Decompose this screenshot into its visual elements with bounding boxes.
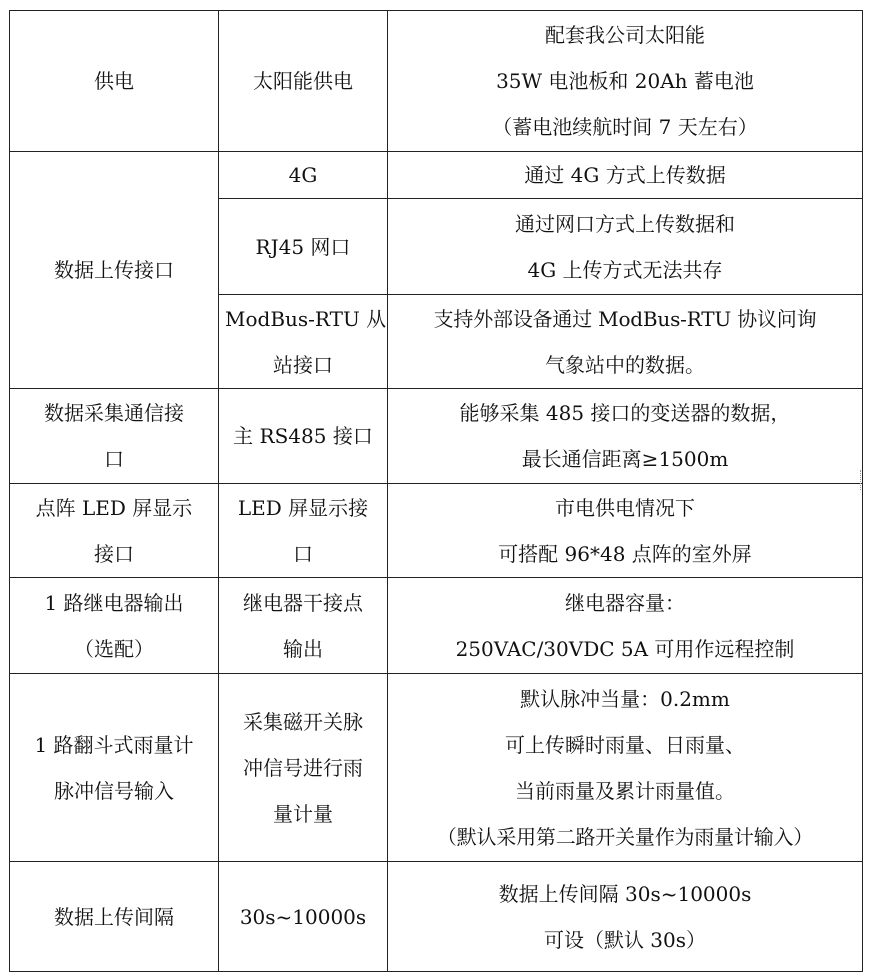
table-row bbox=[10, 11, 863, 152]
item-desc-text: 可搭配 96*48 点阵的室外屏 bbox=[498, 541, 752, 566]
item-desc-cell bbox=[388, 674, 863, 862]
item-name-text: 太阳能供电 bbox=[253, 69, 353, 93]
item-desc-text: 数据上传间隔 30s~10000s bbox=[498, 881, 752, 906]
item-name-text: LED 屏显示接 bbox=[237, 495, 369, 520]
item-name-text: 30s~10000s bbox=[239, 904, 367, 929]
item-desc-text: 配套我公司太阳能 bbox=[545, 23, 705, 47]
item-name-cell bbox=[219, 11, 388, 152]
item-desc-text: 继电器容量： bbox=[565, 590, 685, 615]
item-desc-cell bbox=[388, 11, 863, 152]
item-desc-cell bbox=[388, 295, 863, 389]
spec-table bbox=[9, 10, 863, 972]
item-name-text: RJ45 网口 bbox=[255, 234, 351, 259]
item-name-cell bbox=[219, 152, 388, 199]
item-desc-text: 当前雨量及累计雨量值。 bbox=[515, 778, 735, 803]
category-cell bbox=[10, 578, 219, 674]
item-name-cell bbox=[219, 484, 388, 578]
item-name-text: 继电器干接点 bbox=[243, 590, 363, 615]
item-desc-text: 通过 4G 方式上传数据 bbox=[524, 163, 726, 187]
item-desc-cell bbox=[388, 484, 863, 578]
category-text: 口 bbox=[104, 447, 124, 471]
category-text: 供电 bbox=[94, 69, 134, 93]
item-desc-text: 能够采集 485 接口的变送器的数据， bbox=[459, 401, 791, 425]
page-edge-marker bbox=[860, 470, 871, 490]
item-name-text: 站接口 bbox=[273, 352, 333, 377]
item-name-text: 采集磁开关脉 bbox=[243, 709, 363, 734]
table-row bbox=[10, 389, 863, 484]
item-name-cell bbox=[219, 578, 388, 674]
item-name-cell bbox=[219, 295, 388, 389]
item-name-cell bbox=[219, 674, 388, 862]
item-desc-cell bbox=[388, 152, 863, 199]
table-row bbox=[10, 152, 863, 199]
category-text: 1 路翻斗式雨量计 bbox=[34, 732, 194, 757]
item-desc-text: 市电供电情况下 bbox=[555, 495, 695, 520]
item-desc-text: 默认脉冲当量：0.2mm bbox=[520, 686, 730, 711]
item-desc-text: 可上传瞬时雨量、日雨量、 bbox=[505, 732, 745, 757]
category-cell bbox=[10, 152, 219, 389]
table-row bbox=[10, 578, 863, 674]
item-desc-cell bbox=[388, 199, 863, 295]
item-desc-cell bbox=[388, 578, 863, 674]
item-desc-cell bbox=[388, 389, 863, 484]
item-desc-text: 可设（默认 30s） bbox=[543, 927, 707, 952]
category-text: 点阵 LED 屏显示 bbox=[35, 495, 193, 520]
category-cell bbox=[10, 674, 219, 862]
table-row bbox=[10, 484, 863, 578]
table-row bbox=[10, 862, 863, 972]
item-desc-text: 250VAC/30VDC 5A 可用作远程控制 bbox=[455, 636, 795, 661]
item-name-text: ModBus-RTU 从 bbox=[225, 306, 387, 331]
category-text: 脉冲信号输入 bbox=[54, 778, 174, 803]
item-name-text: 冲信号进行雨 bbox=[243, 755, 363, 780]
item-name-text: 4G bbox=[288, 163, 318, 187]
item-name-cell bbox=[219, 389, 388, 484]
category-text: 接口 bbox=[94, 541, 134, 566]
category-cell bbox=[10, 484, 219, 578]
category-cell bbox=[10, 11, 219, 152]
item-desc-text: 4G 上传方式无法共存 bbox=[527, 257, 723, 282]
category-text: 1 路继电器输出 bbox=[44, 590, 184, 615]
item-name-text: 主 RS485 接口 bbox=[233, 424, 373, 448]
category-text: （选配） bbox=[74, 636, 154, 661]
item-desc-cell bbox=[388, 862, 863, 972]
item-desc-text: （默认采用第二路开关量作为雨量计输入） bbox=[436, 824, 814, 849]
item-name-cell bbox=[219, 199, 388, 295]
item-desc-text: 气象站中的数据。 bbox=[545, 352, 705, 377]
category-text: 数据采集通信接 bbox=[44, 401, 184, 425]
item-name-text: 口 bbox=[293, 541, 313, 566]
item-desc-text: 最长通信距离≥1500m bbox=[521, 447, 729, 471]
item-name-cell bbox=[219, 862, 388, 972]
item-desc-text: （蓄电池续航时间 7 天左右） bbox=[492, 115, 758, 139]
category-cell bbox=[10, 862, 219, 972]
category-text: 数据上传间隔 bbox=[54, 904, 174, 929]
item-name-text: 量计量 bbox=[273, 801, 333, 826]
item-name-text: 输出 bbox=[283, 636, 323, 661]
category-cell bbox=[10, 389, 219, 484]
item-desc-text: 支持外部设备通过 ModBus-RTU 协议问询 bbox=[433, 306, 817, 331]
category-text: 数据上传接口 bbox=[54, 258, 174, 282]
item-desc-text: 35W 电池板和 20Ah 蓄电池 bbox=[496, 69, 754, 93]
table-row bbox=[10, 674, 863, 862]
item-desc-text: 通过网口方式上传数据和 bbox=[515, 211, 735, 236]
